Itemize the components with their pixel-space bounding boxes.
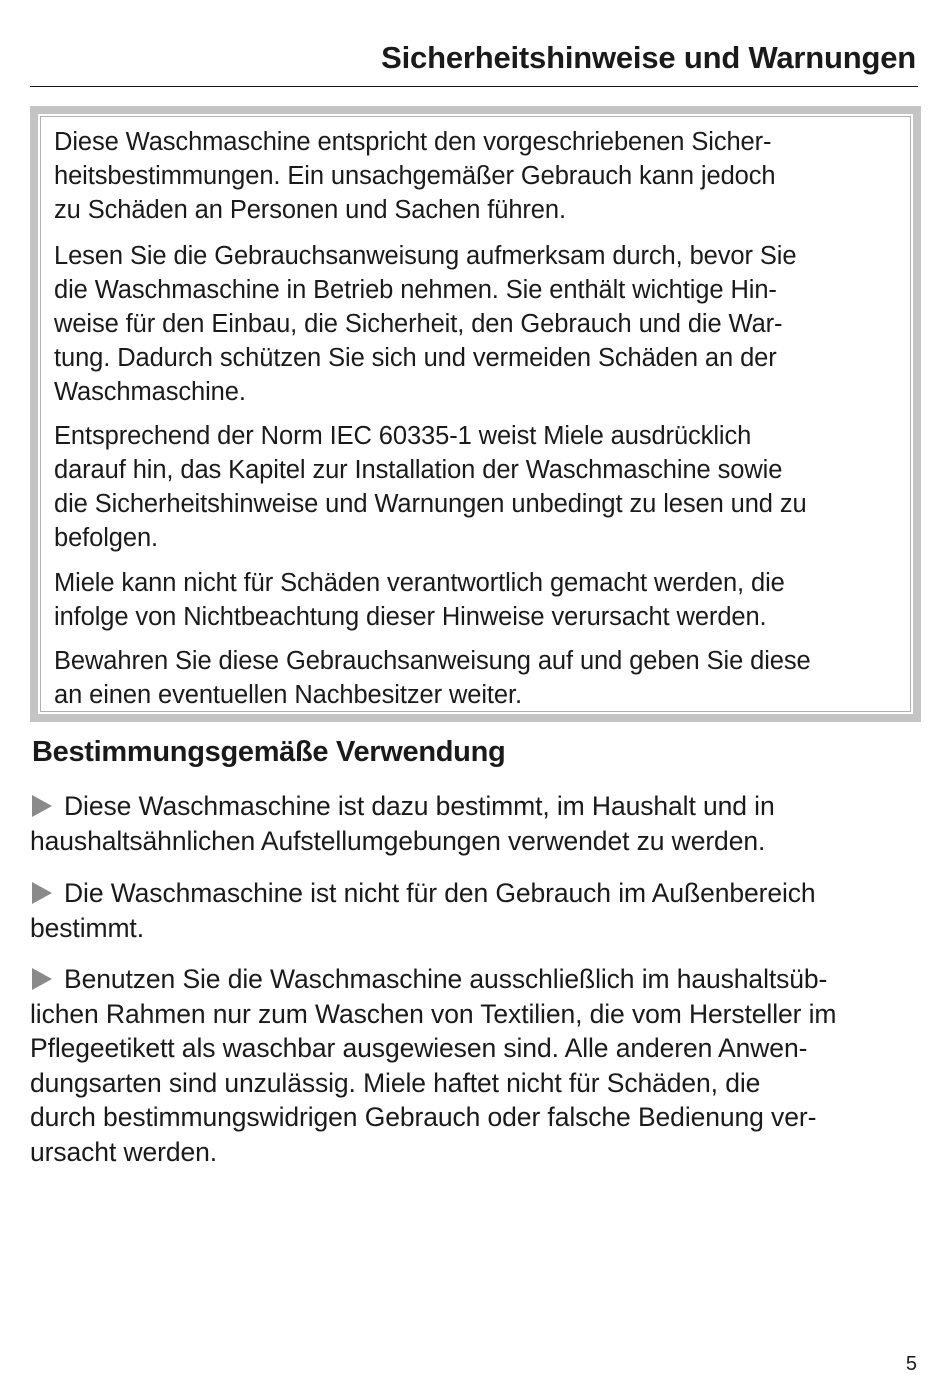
text-line: infolge von Nichtbeachtung dieser Hinweise verursacht werden. xyxy=(54,603,767,631)
text-line: lichen Rahmen nur zum Waschen von Textilien, die vom Hersteller im xyxy=(30,998,837,1029)
bullet-item-textiles-only xyxy=(30,962,836,1169)
bullet-first-line xyxy=(30,789,775,824)
text-line: die Waschmaschine in Betrieb nehmen. Sie enthält wichtige Hin- xyxy=(54,276,777,304)
text-line: Benutzen Sie die Waschmaschine ausschließlich im haushaltsüb- xyxy=(64,964,828,994)
page-title: Sicherheitshinweise und Warnungen xyxy=(381,40,916,75)
bullet-item-no-outdoor-use xyxy=(30,876,816,945)
text-line: die Sicherheitshinweise und Warnungen unbedingt zu lesen und zu xyxy=(54,490,807,518)
text-line: darauf hin, das Kapitel zur Installation der Waschmaschine sowie xyxy=(54,456,783,484)
text-line: Diese Waschmaschine ist dazu bestimmt, im Haushalt und in xyxy=(64,791,775,821)
text-line: Bewahren Sie diese Gebrauchsanweisung auf und geben Sie diese xyxy=(54,647,811,675)
notice-paragraph-compliance xyxy=(54,125,775,227)
arrow-right-icon xyxy=(32,882,52,904)
section-heading-intended-use: Bestimmungsgemäße Verwendung xyxy=(32,736,506,768)
text-line: befolgen. xyxy=(54,524,159,552)
notice-paragraph-read-manual xyxy=(54,239,796,409)
text-line: bestimmt. xyxy=(30,912,144,943)
arrow-right-icon xyxy=(32,968,52,990)
text-line: Pflegeetikett als waschbar ausgewiesen sind. Alle anderen Anwen- xyxy=(30,1033,808,1063)
text-line: Die Waschmaschine ist nicht für den Gebrauch im Außenbereich xyxy=(64,878,816,908)
arrow-right-icon xyxy=(32,795,52,817)
page-header xyxy=(30,38,918,87)
notice-paragraph-keep-manual xyxy=(54,644,811,712)
text-line: haushaltsähnlichen Aufstellumgebungen verwendet zu werden. xyxy=(30,825,766,856)
text-line: Lesen Sie die Gebrauchsanweisung aufmerksam durch, bevor Sie xyxy=(54,242,797,270)
text-line: zu Schäden an Personen und Sachen führen. xyxy=(54,196,566,224)
page-number: 5 xyxy=(905,1353,917,1375)
text-line: weise für den Einbau, die Sicherheit, den Gebrauch und die War- xyxy=(54,310,783,338)
bullet-first-line xyxy=(30,876,816,911)
bullet-item-household-use xyxy=(30,789,775,858)
text-line: tung. Dadurch schützen Sie sich und vermeiden Schäden an der xyxy=(54,344,777,372)
notice-paragraph-norm xyxy=(54,419,807,555)
text-line: durch bestimmungswidrigen Gebrauch oder falsche Bedienung ver- xyxy=(30,1102,817,1132)
text-line: ursacht werden. xyxy=(30,1136,218,1167)
text-line: Entsprechend der Norm IEC 60335-1 weist Miele ausdrücklich xyxy=(54,422,752,450)
bullet-first-line xyxy=(30,962,836,997)
text-line: an einen eventuellen Nachbesitzer weiter. xyxy=(54,681,522,709)
text-line: Diese Waschmaschine entspricht den vorgeschriebenen Sicher- xyxy=(54,128,772,156)
text-line: heitsbestimmungen. Ein unsachgemäßer Gebrauch kann jedoch xyxy=(54,162,776,190)
text-line: dungsarten sind unzulässig. Miele haftet nicht für Schäden, die xyxy=(30,1067,761,1098)
text-line: Miele kann nicht für Schäden verantwortlich gemacht werden, die xyxy=(54,569,785,597)
text-line: Waschmaschine. xyxy=(54,378,246,406)
safety-notice-box xyxy=(30,106,921,722)
notice-paragraph-liability xyxy=(54,566,785,634)
